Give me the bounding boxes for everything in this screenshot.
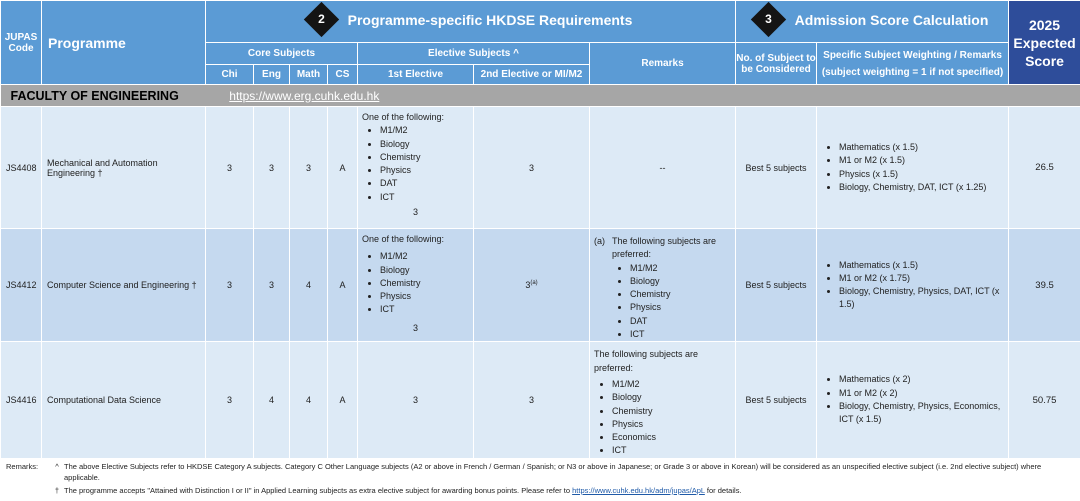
remarks-cell: --	[590, 107, 736, 229]
elective-item: • Chemistry	[380, 151, 469, 164]
programme-code: JS4408	[1, 107, 42, 229]
best-subjects: Best 5 subjects	[736, 107, 817, 229]
remarks-item: • Biology	[630, 275, 731, 288]
programme-name: Computational Data Science	[42, 342, 206, 458]
best-subjects: Best 5 subjects	[736, 342, 817, 458]
chi-level: 3	[206, 107, 254, 229]
elective-item: • Chemistry	[380, 277, 469, 290]
remarks-header: Remarks	[590, 43, 736, 85]
core-subjects-header: Core Subjects	[206, 43, 358, 65]
weighting-item: • M1 or M2 (x 1.5)	[839, 154, 1008, 167]
programme-header: Programme	[42, 1, 206, 85]
weighting-item: • Biology, Chemistry, Physics, Economics, ICT (x 1.5)	[839, 400, 1008, 427]
remarks-item: • M1/M2	[630, 262, 731, 275]
remarks-item: • M1/M2	[612, 378, 731, 391]
programme-name: Mechanical and Automation Engineering †	[42, 107, 206, 229]
elective-item: • M1/M2	[380, 250, 469, 263]
weighting-item: • Biology, Chemistry, Physics, DAT, ICT (x 1.5)	[839, 285, 1008, 312]
remarks-item: • Chemistry	[612, 405, 731, 418]
weighting-cell	[817, 342, 1009, 458]
weighting-item: • M1 or M2 (x 2)	[839, 387, 1008, 400]
remarks-intro: The following subjects are preferred:	[612, 236, 717, 260]
second-elective-header: 2nd Elective or MI/M2	[474, 65, 590, 85]
remarks-intro: The following subjects are preferred:	[594, 349, 699, 373]
cs-header: CS	[328, 65, 358, 85]
second-elective-level: 3$^{(a)}$	[474, 229, 590, 342]
math-level: 4	[290, 342, 328, 458]
remarks-item: • Physics	[630, 301, 731, 314]
first-elective-cell	[358, 229, 474, 342]
remarks-label: (a)	[594, 236, 605, 246]
faculty-name: FACULTY OF ENGINEERING	[10, 88, 179, 103]
programme-row	[1, 107, 1080, 229]
footnote-elective	[6, 461, 1074, 483]
footer-remarks	[6, 461, 1074, 496]
chi-header: Chi	[206, 65, 254, 85]
programme-row	[1, 342, 1080, 458]
section2-title: Programme-specific HKDSE Requirements	[347, 12, 633, 29]
footnote-applied-learning	[6, 485, 1074, 496]
remarks-item: • Chemistry	[630, 288, 731, 301]
caret-mark: ^	[55, 462, 59, 471]
math-header: Math	[290, 65, 328, 85]
remarks-item: • ICT	[612, 444, 731, 457]
remarks-item: • Biology	[612, 391, 731, 404]
jupas-code-header: JUPAS Code	[1, 1, 42, 85]
second-elective-level: 3	[474, 107, 590, 229]
weighting-cell	[817, 107, 1009, 229]
faculty-row	[1, 85, 1080, 107]
remarks-item: • ICT	[630, 328, 731, 341]
programme-row	[1, 229, 1080, 342]
remarks-label: Remarks:	[6, 462, 39, 471]
section3-badge: 3	[750, 2, 785, 37]
elective-level: 3	[412, 207, 418, 218]
footnote-text: The above Elective Subjects refer to HKDSE Category A subjects. Category C Other Language subjects (A2 or above in French / German / Spanish; or N3 or above in Japanese; or Grade 3 or above in Korean) will be considered as an unspecified elective subject (i.e. 2nd elective subject) where applicable.	[64, 462, 1042, 482]
programme-code: JS4412	[1, 229, 42, 342]
expected-score: 50.75	[1009, 342, 1080, 458]
first-elective-level: 3	[358, 342, 474, 458]
expected-score: 39.5	[1009, 229, 1080, 342]
eng-header: Eng	[254, 65, 290, 85]
section3-header	[736, 1, 1009, 43]
elective-item: • Biology	[380, 264, 469, 277]
elective-intro: One of the following:	[362, 234, 445, 244]
elective-item: • Physics	[380, 290, 469, 303]
eng-level: 4	[254, 342, 290, 458]
cs-level: A	[328, 342, 358, 458]
elective-item: • ICT	[380, 303, 469, 316]
dagger-mark: †	[54, 486, 60, 495]
weighting-item: • Physics (x 1.5)	[839, 168, 1008, 181]
best-subjects: Best 5 subjects	[736, 229, 817, 342]
remarks-cell	[590, 342, 736, 458]
weighting-item: • Biology, Chemistry, DAT, ICT (x 1.25)	[839, 181, 1008, 194]
section2-header	[206, 1, 736, 43]
chi-level: 3	[206, 342, 254, 458]
cs-level: A	[328, 107, 358, 229]
section3-title: Admission Score Calculation	[794, 12, 989, 29]
remarks-item: • Economics	[612, 431, 731, 444]
first-elective-header: 1st Elective	[358, 65, 474, 85]
programme-name: Computer Science and Engineering †	[42, 229, 206, 342]
chi-level: 3	[206, 229, 254, 342]
elective-item: • M1/M2	[380, 124, 469, 137]
elective-item: • Physics	[380, 164, 469, 177]
weighting-item: • Mathematics (x 1.5)	[839, 259, 1008, 272]
elective-subjects-header: Elective Subjects ^	[358, 43, 590, 65]
programme-code: JS4416	[1, 342, 42, 458]
faculty-link[interactable]: https://www.erg.cuhk.edu.hk	[229, 88, 380, 103]
elective-item: • DAT	[380, 177, 469, 190]
eng-level: 3	[254, 229, 290, 342]
cs-level: A	[328, 229, 358, 342]
section2-badge: 2	[303, 2, 338, 37]
elective-item: • ICT	[380, 191, 469, 204]
weighting-item: • M1 or M2 (x 1.75)	[839, 272, 1008, 285]
apl-link[interactable]: https://www.cuhk.edu.hk/adm/jupas/ApL	[572, 486, 705, 495]
second-elective-level: 3	[474, 342, 590, 458]
expected-score: 26.5	[1009, 107, 1080, 229]
footnote-text: The programme accepts "Attained with Distinction I or II" in Applied Learning subjects as extra elective subject for awarding bonus points. Please refer to	[64, 486, 571, 495]
first-elective-cell	[358, 107, 474, 229]
weighting-item: • Mathematics (x 1.5)	[839, 141, 1008, 154]
no-of-subject-header: No. of Subject to be Considered	[736, 43, 817, 85]
remarks-item: • Physics	[612, 418, 731, 431]
weighting-cell	[817, 229, 1009, 342]
weighting-header: Specific Subject Weighting / Remarks (subject weighting = 1 if not specified)	[817, 43, 1009, 85]
second-elective-footnote: (a)	[530, 280, 538, 287]
weighting-item: • Mathematics (x 2)	[839, 373, 1008, 386]
expected-score-header: 2025 Expected Score	[1009, 1, 1080, 85]
remarks-item: • DAT	[630, 315, 731, 328]
elective-item: • Biology	[380, 138, 469, 151]
math-level: 4	[290, 229, 328, 342]
eng-level: 3	[254, 107, 290, 229]
math-level: 3	[290, 107, 328, 229]
elective-intro: One of the following:	[362, 112, 445, 122]
elective-level: 3	[412, 322, 418, 333]
footnote-end: for details.	[706, 486, 742, 495]
remarks-cell	[590, 229, 736, 342]
